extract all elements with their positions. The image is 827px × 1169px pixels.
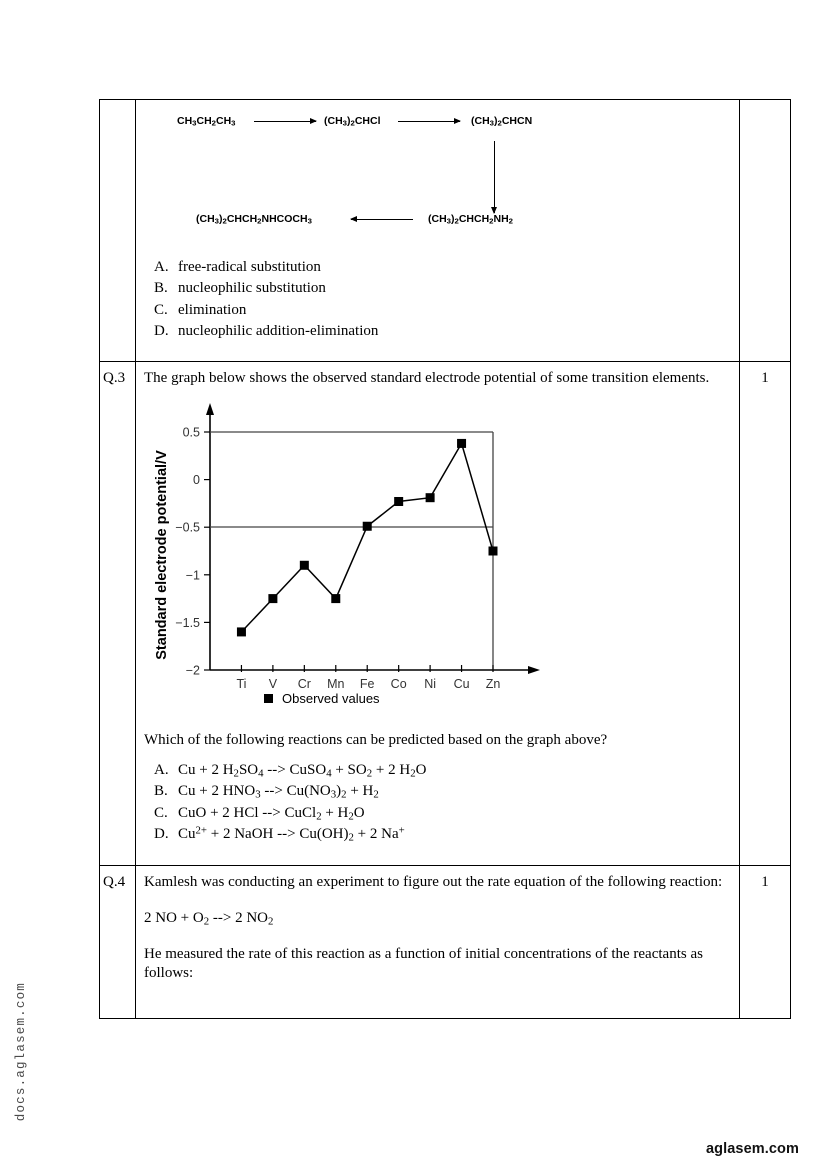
svg-text:−0.5: −0.5 — [175, 520, 200, 535]
option-c-text: elimination — [178, 301, 247, 318]
chart-legend — [264, 691, 380, 706]
chart-y-ticks — [175, 426, 210, 678]
svg-text:Cu: Cu — [453, 677, 470, 692]
chart-y-axis-label: Standard electrode potential/V — [154, 450, 170, 660]
reaction-scheme-diagram — [144, 107, 729, 257]
question-number-cell-q3 — [100, 362, 136, 865]
chart-series-markers — [237, 439, 498, 636]
marks-cell-q3 — [740, 362, 791, 865]
q3-option-d[interactable] — [144, 824, 729, 846]
q3-option-c-label: C. — [154, 804, 168, 821]
q3-option-a-label: A. — [154, 762, 169, 779]
q3-intro-text: The graph below shows the observed standard electrode potential of some transition elements. — [144, 370, 710, 387]
watermark-right-logo: aglasem.com — [706, 1141, 799, 1157]
svg-text:Ni: Ni — [424, 677, 437, 692]
option-d[interactable] — [144, 321, 729, 342]
marks-value-q3: 1 — [761, 370, 769, 387]
svg-text:Ti: Ti — [236, 677, 247, 692]
svg-text:−1.5: −1.5 — [175, 616, 200, 631]
svg-text:Cr: Cr — [297, 677, 311, 692]
q3-answer-options-list — [144, 760, 729, 846]
q3-option-b[interactable] — [144, 781, 729, 802]
table-row — [100, 100, 791, 362]
formula-isobutylamine: $(CH_3)_2CHCH_2NH_2$ — [428, 213, 513, 226]
question-number — [100, 100, 135, 107]
answer-options-list — [144, 257, 729, 342]
question-number-cell — [100, 100, 136, 362]
q3-option-d-text: $Cu^{2+} + 2$ NaOH --> $Cu(OH)_2 + 2$ Na+ — [178, 824, 405, 844]
table-row — [100, 362, 791, 865]
chart-gridlines — [210, 432, 493, 670]
table-row — [100, 865, 791, 1019]
svg-text:−1: −1 — [185, 568, 200, 583]
chart-data-point — [268, 594, 277, 603]
q3-option-d-label: D. — [154, 825, 169, 842]
marks-cell — [740, 100, 791, 362]
legend-entry-label: Observed values — [282, 691, 380, 707]
option-b[interactable] — [144, 278, 729, 299]
chart-x-axis-arrow-icon — [528, 666, 540, 674]
question-body-cell-q4 — [136, 865, 740, 1019]
chart-data-point — [489, 547, 498, 556]
chart-data-point — [300, 561, 309, 570]
q3-question-text: Which of the following reactions can be predicted based on the graph above? — [144, 732, 608, 749]
question-number-q4: Q.4 — [103, 873, 126, 890]
option-d-label: D. — [154, 322, 169, 339]
svg-text:V: V — [268, 677, 278, 692]
question-body-cell-q3 — [136, 362, 740, 865]
option-d-text: nucleophilic addition-elimination — [178, 322, 379, 339]
arrow-left-icon — [351, 219, 413, 220]
legend-square-marker-icon — [264, 694, 273, 703]
formula-2-chloropropane: $(CH_3)_2CHCl$ — [324, 115, 381, 128]
chart-data-point — [394, 497, 403, 506]
q3-option-c-text: CuO + 2 HCl --> CuCl$_2$ + $H_2O$ — [178, 804, 365, 822]
exam-question-sheet — [99, 99, 787, 1019]
marks-value — [740, 100, 790, 107]
chart-data-point — [457, 439, 466, 448]
marks-cell-q4 — [740, 865, 791, 1019]
q3-option-c[interactable] — [144, 803, 729, 824]
questions-table — [99, 99, 791, 1019]
question-body-cell — [136, 100, 740, 362]
marks-value-q4: 1 — [761, 873, 769, 890]
option-b-label: B. — [154, 280, 168, 297]
svg-text:Co: Co — [390, 677, 407, 692]
chart-data-point — [331, 594, 340, 603]
question-number-cell-q4 — [100, 865, 136, 1019]
svg-text:Mn: Mn — [327, 677, 345, 692]
option-c-label: C. — [154, 301, 168, 318]
formula-propane: $CH_3CH_2CH_3$ — [177, 115, 236, 128]
chart-data-point — [426, 493, 435, 502]
option-a-label: A. — [154, 259, 169, 275]
chart-data-point — [363, 522, 372, 531]
option-b-text: nucleophilic substitution — [178, 280, 326, 297]
q3-option-a[interactable] — [144, 760, 729, 781]
q3-option-b-label: B. — [154, 783, 168, 800]
formula-isobutyronitrile: $(CH_3)_2CHCN$ — [471, 115, 533, 128]
svg-text:0: 0 — [193, 473, 200, 488]
arrow-down-icon — [494, 141, 495, 213]
option-c[interactable] — [144, 300, 729, 321]
q3-option-a-text: Cu + 2 $H_2SO_4$ --> CuSO$_4$ + $SO_2 + 2$ $H_2O$ — [178, 762, 427, 780]
arrow-right-icon-1 — [254, 121, 316, 122]
q4-line2: He measured the rate of this reaction as a function of initial concentrations of the reactants as follows: — [144, 945, 703, 982]
q4-equation: 2 NO + $O_2$ --> 2 $NO_2$ — [144, 909, 274, 927]
option-a[interactable] — [144, 257, 729, 278]
formula-amide-product: $(CH_3)_2CHCH_2NHCOCH_3$ — [196, 213, 312, 226]
chart-y-axis-arrow-icon — [206, 403, 214, 415]
watermark-left: docs.aglasem.com — [14, 981, 28, 1121]
chart-x-ticks — [236, 665, 500, 691]
chart-svg — [148, 395, 548, 695]
electrode-potential-chart — [148, 395, 548, 715]
chart-data-point — [237, 628, 246, 637]
chart-series-line — [241, 444, 493, 632]
question-number-q3: Q.3 — [103, 370, 126, 387]
svg-text:Zn: Zn — [485, 677, 501, 692]
q3-option-b-text: Cu + 2 $HNO_3$ --> $Cu(NO_3)_2 + H_2$ — [178, 783, 379, 801]
q4-line1: Kamlesh was conducting an experiment to figure out the rate equation of the following reaction: — [144, 873, 723, 890]
arrow-right-icon-2 — [398, 121, 460, 122]
svg-text:Fe: Fe — [359, 677, 375, 692]
option-a-text: free-radical substitution — [178, 259, 321, 275]
svg-text:−2: −2 — [185, 663, 200, 678]
svg-text:0.5: 0.5 — [182, 425, 200, 440]
